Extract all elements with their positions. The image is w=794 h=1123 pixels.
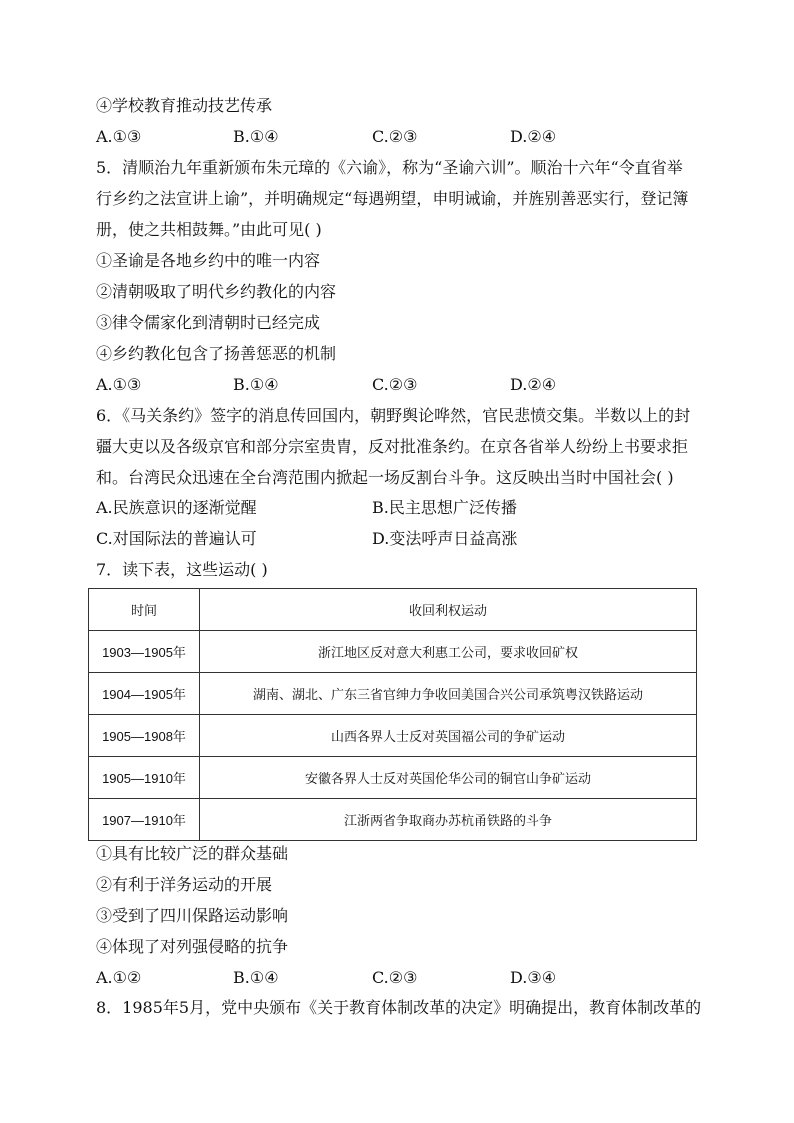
table-row [89, 631, 697, 673]
table-cell-time: 1903—1905年 [89, 631, 200, 673]
q5-stem-line-1: 5．清顺治九年重新颁布朱元璋的《六谕》，称为“圣谕六训”。顺治十六年“令直省举 [96, 158, 683, 177]
q7-option-a[interactable]: A.①② [96, 968, 142, 987]
table-cell-time: 1905—1910年 [89, 757, 200, 799]
q7-item-2: ②有利于洋务运动的开展 [96, 875, 273, 894]
q6-option-a[interactable]: A.民族意识的逐渐觉醒 [96, 498, 257, 517]
table-header-time: 时间 [89, 589, 200, 631]
q5-item-4: ④乡约教化包含了扬善惩恶的机制 [96, 344, 337, 363]
q4-item-4: ④学校教育推动技艺传承 [96, 96, 273, 115]
table-cell-movement: 浙江地区反对意大利惠工公司，要求收回矿权 [200, 631, 697, 673]
q5-item-1: ①圣谕是各地乡约中的唯一内容 [96, 251, 321, 270]
q7-option-b[interactable]: B.①④ [233, 968, 279, 987]
q7-option-d[interactable]: D.③④ [510, 968, 557, 987]
q5-item-2: ②清朝吸取了明代乡约教化的内容 [96, 282, 337, 301]
q7-option-c[interactable]: C.②③ [372, 968, 418, 987]
table-cell-time: 1905—1908年 [89, 715, 200, 757]
table-cell-time: 1907—1910年 [89, 799, 200, 841]
q6-stem-line-3: 和。台湾民众迅速在全台湾范围内掀起一场反割台斗争。这反映出当时中国社会( ) [96, 468, 674, 487]
q4-option-c[interactable]: C.②③ [372, 127, 418, 146]
q7-item-3: ③受到了四川保路运动影响 [96, 906, 289, 925]
q6-stem-line-1: 6．《马关条约》签字的消息传回国内，朝野舆论哗然，官民悲愤交集。半数以上的封 [96, 406, 691, 425]
q6-option-d[interactable]: D.变法呼声日益高涨 [372, 529, 518, 548]
q4-option-d[interactable]: D.②④ [510, 127, 557, 146]
q5-item-3: ③律令儒家化到清朝时已经完成 [96, 313, 321, 332]
table-cell-time: 1904—1905年 [89, 673, 200, 715]
q7-item-1: ①具有比较广泛的群众基础 [96, 844, 289, 863]
q8-stem-line-1: 8．1985年5月，党中央颁布《关于教育体制改革的决定》明确提出，教育体制改革的 [96, 998, 702, 1017]
table-row [89, 673, 697, 715]
rights-recovery-table [88, 588, 697, 841]
table-cell-movement: 山西各界人士反对英国福公司的争矿运动 [200, 715, 697, 757]
q5-stem-line-3: 册，使之共相鼓舞。”由此可见( ) [96, 220, 322, 239]
q5-option-d[interactable]: D.②④ [510, 375, 557, 394]
table-row [89, 715, 697, 757]
table-cell-movement: 湖南、湖北、广东三省官绅力争收回美国合兴公司承筑粤汉铁路运动 [200, 673, 697, 715]
q5-option-b[interactable]: B.①④ [233, 375, 279, 394]
q4-option-a[interactable]: A.①③ [96, 127, 142, 146]
table-header-movement: 收回利权运动 [200, 589, 697, 631]
table-row [89, 757, 697, 799]
q5-option-c[interactable]: C.②③ [372, 375, 418, 394]
table-cell-movement: 安徽各界人士反对英国伦华公司的铜官山争矿运动 [200, 757, 697, 799]
q6-option-b[interactable]: B.民主思想广泛传播 [372, 498, 517, 517]
q6-stem-line-2: 疆大吏以及各级京官和部分宗室贵胄，反对批准条约。在京各省举人纷纷上书要求拒 [96, 437, 689, 456]
q6-option-c[interactable]: C.对国际法的普遍认可 [96, 529, 257, 548]
q7-item-4: ④体现了对列强侵略的抗争 [96, 937, 289, 956]
q7-stem: 7．读下表，这些运动( ) [96, 560, 268, 579]
q4-option-b[interactable]: B.①④ [233, 127, 279, 146]
q5-stem-line-2: 行乡约之法宣讲上谕”，并明确规定“每遇朔望，申明诫谕，并旌别善恶实行，登记簿 [96, 189, 689, 208]
q5-option-a[interactable]: A.①③ [96, 375, 142, 394]
table-row [89, 799, 697, 841]
table-cell-movement: 江浙两省争取商办苏杭甬铁路的斗争 [200, 799, 697, 841]
